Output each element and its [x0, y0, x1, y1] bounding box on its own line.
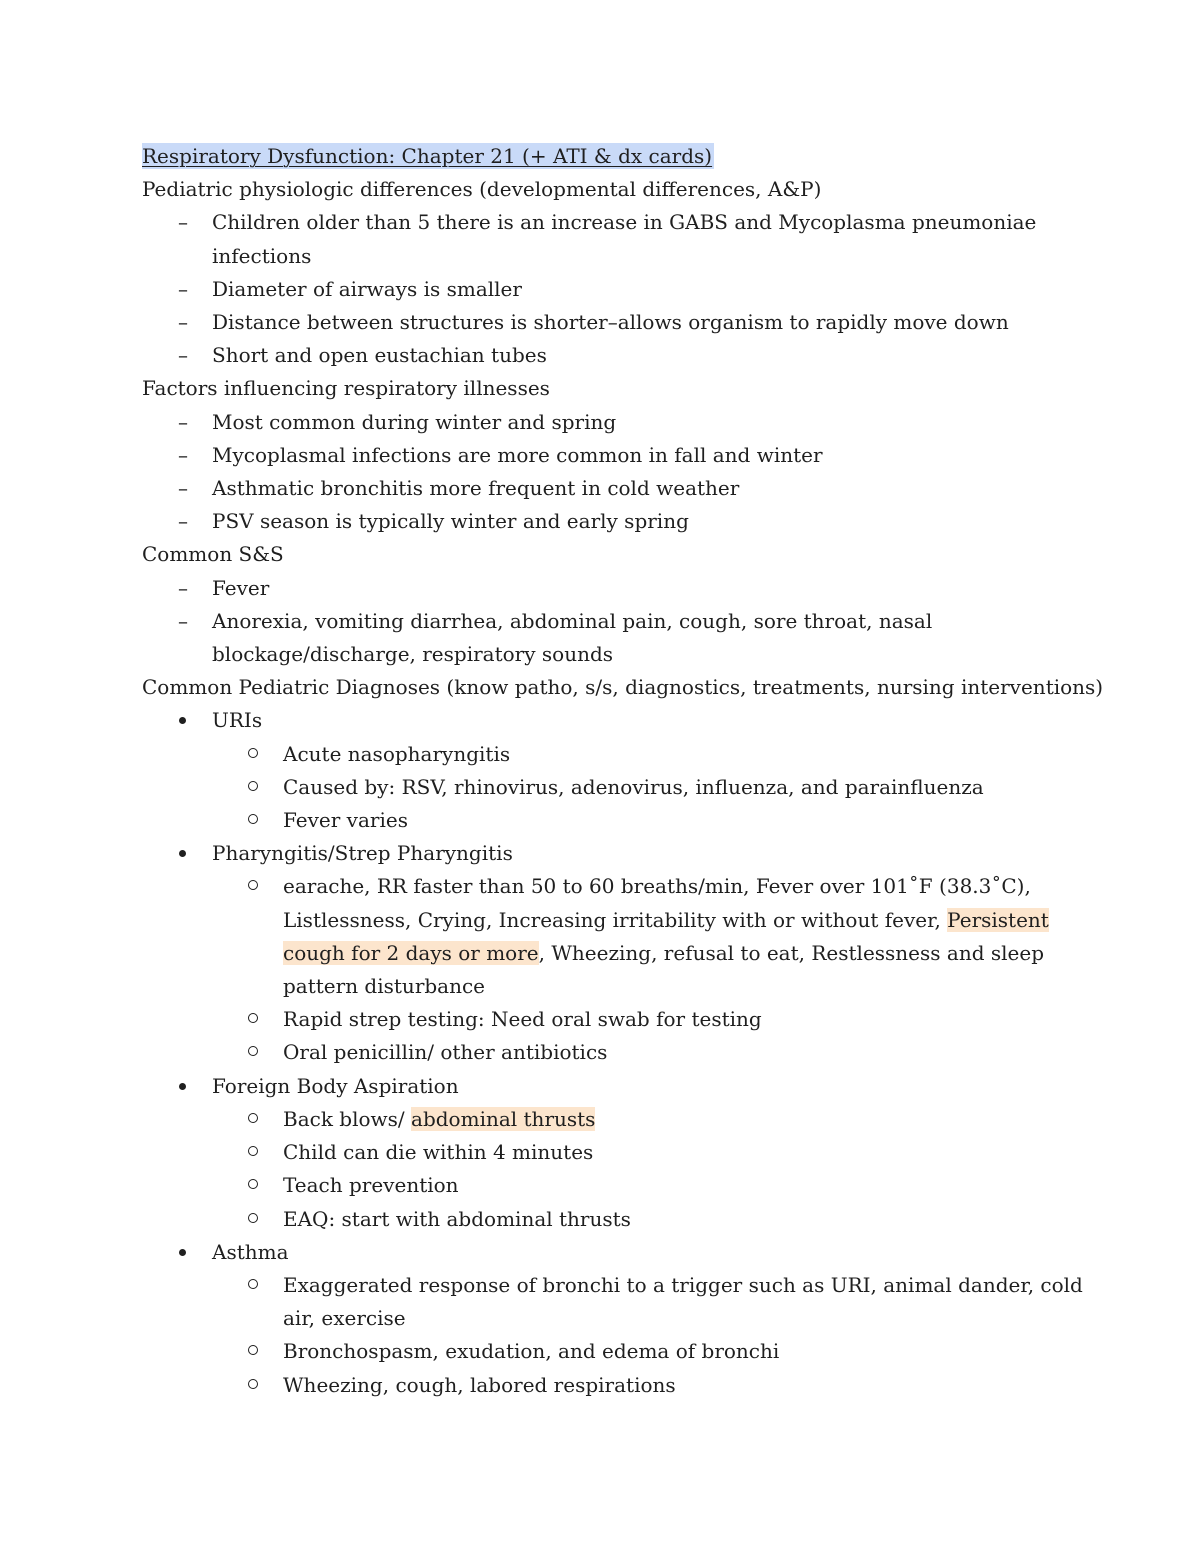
bullet-item-asthma [142, 1236, 1082, 1269]
sub-bullet-continuation [142, 904, 1082, 937]
sub-bullet-continuation [142, 970, 1082, 1003]
section-heading-common-ss: Common S&S [142, 542, 284, 567]
dash-marker: – [178, 575, 188, 600]
sub-bullet-item [142, 870, 1082, 903]
bullet-ring-icon [248, 1369, 258, 1402]
bullet-item-label: Asthma [212, 1239, 289, 1264]
highlighted-text: cough for 2 days or more [283, 940, 539, 965]
sub-bullet-text: Rapid strep testing: Need oral swab for testing [283, 1007, 762, 1032]
bullet-item-label: Pharyngitis/Strep Pharyngitis [212, 841, 513, 866]
bullet-item-label: URIs [212, 708, 263, 733]
list-item [142, 472, 1082, 505]
list-item-text: Fever [212, 575, 270, 600]
list-item [142, 406, 1082, 439]
bullet-ring-icon [248, 1036, 258, 1069]
sub-bullet-continuation [142, 1302, 1082, 1335]
sub-bullet-text: air, exercise [283, 1306, 406, 1331]
bullet-item-uris [142, 704, 1082, 737]
sub-bullet-item [142, 1369, 1082, 1402]
highlighted-text: Persistent [947, 907, 1049, 932]
dash-marker: – [178, 310, 188, 335]
list-item-text: Mycoplasmal infections are more common in fall and winter [212, 442, 823, 467]
list-item [142, 339, 1082, 372]
highlighted-text: abdominal thrusts [411, 1106, 596, 1131]
bullet-ring-icon [248, 738, 258, 771]
list-item-text: Short and open eustachian tubes [212, 343, 547, 368]
sub-bullet-item [142, 804, 1082, 837]
list-item [142, 273, 1082, 306]
sub-bullet-item [142, 1203, 1082, 1236]
list-item-text: Diameter of airways is smaller [212, 276, 522, 301]
sub-bullet-text: Exaggerated response of bronchi to a trigger such as URI, animal dander, cold [283, 1272, 1083, 1297]
sub-bullet-item [142, 1003, 1082, 1036]
sub-bullet-item [142, 771, 1082, 804]
list-item-text: Most common during winter and spring [212, 409, 617, 434]
bullet-ring-icon [248, 1203, 258, 1236]
bullet-ring-icon [248, 1169, 258, 1202]
sub-bullet-text: pattern disturbance [283, 974, 486, 999]
sub-bullet-item [142, 1335, 1082, 1368]
section-heading-factors: Factors influencing respiratory illnesses [142, 376, 550, 401]
sub-bullet-item [142, 1103, 1082, 1136]
list-item-text: Asthmatic bronchitis more frequent in cold weather [212, 476, 740, 501]
bullet-ring-icon [248, 1335, 258, 1368]
title-text: Respiratory Dysfunction: Chapter 21 (+ ATI & dx cards) [142, 144, 713, 168]
section-heading-diagnoses: Common Pediatric Diagnoses (know patho, s/s, diagnostics, treatments, nursing interventions) [142, 675, 1104, 700]
list-item [142, 306, 1082, 339]
list-item-continuation [142, 240, 1082, 273]
document-body [142, 140, 1104, 1402]
list-item [142, 572, 1082, 605]
bullet-ring-icon [248, 1103, 258, 1136]
sub-bullet-item [142, 738, 1082, 771]
bullet-ring-icon [248, 870, 258, 903]
bullet-ring-icon [248, 1003, 258, 1036]
sub-bullet-text: Acute nasopharyngitis [283, 741, 511, 766]
sub-bullet-text: Teach prevention [283, 1173, 459, 1198]
list-item-text: infections [212, 243, 312, 268]
list-item [142, 439, 1082, 472]
bullet-ring-icon [248, 771, 258, 804]
dash-marker: – [178, 509, 188, 534]
dash-marker: – [178, 210, 188, 235]
bullet-dot-icon [179, 837, 186, 870]
sub-bullet-text: Back blows/ [283, 1106, 412, 1131]
bullet-ring-icon [248, 1136, 258, 1169]
sub-bullet-text: Wheezing, cough, labored respirations [283, 1372, 676, 1397]
sub-bullet-text: Child can die within 4 minutes [283, 1140, 594, 1165]
dash-marker: – [178, 442, 188, 467]
sub-bullet-item [142, 1169, 1082, 1202]
sub-bullet-item [142, 1036, 1082, 1069]
dash-marker: – [178, 276, 188, 301]
sub-bullet-text: Listlessness, Crying, Increasing irritability with or without fever, [283, 907, 948, 932]
page-title [142, 140, 1082, 173]
bullet-dot-icon [179, 704, 186, 737]
list-item-text: PSV season is typically winter and early spring [212, 509, 689, 534]
section-heading-physiologic: Pediatric physiologic differences (developmental differences, A&P) [142, 177, 822, 202]
sub-bullet-item [142, 1136, 1082, 1169]
dash-marker: – [178, 343, 188, 368]
sub-bullet-text: Oral penicillin/ other antibiotics [283, 1040, 608, 1065]
dash-marker: – [178, 608, 188, 633]
list-item-text: Children older than 5 there is an increase in GABS and Mycoplasma pneumoniae [212, 210, 1037, 235]
bullet-dot-icon [179, 1070, 186, 1103]
sub-bullet-item [142, 1269, 1082, 1302]
sub-bullet-text: Bronchospasm, exudation, and edema of bronchi [283, 1339, 780, 1364]
sub-bullet-continuation [142, 937, 1082, 970]
list-item-text: Anorexia, vomiting diarrhea, abdominal pain, cough, sore throat, nasal [212, 608, 933, 633]
bullet-ring-icon [248, 804, 258, 837]
sub-bullet-text: Fever varies [283, 808, 408, 833]
list-item [142, 505, 1082, 538]
bullet-item-label: Foreign Body Aspiration [212, 1073, 459, 1098]
sub-bullet-text: earache, RR faster than 50 to 60 breaths/min, Fever over 101˚F (38.3˚C), [283, 874, 1031, 899]
sub-bullet-text: EAQ: start with abdominal thrusts [283, 1206, 631, 1231]
bullet-item-pharyngitis [142, 837, 1082, 870]
list-item-continuation [142, 638, 1082, 671]
list-item [142, 206, 1082, 239]
sub-bullet-text: Caused by: RSV, rhinovirus, adenovirus, influenza, and parainfluenza [283, 774, 984, 799]
list-item-text: Distance between structures is shorter–allows organism to rapidly move down [212, 310, 1009, 335]
bullet-ring-icon [248, 1269, 258, 1302]
bullet-item-foreign-body [142, 1070, 1082, 1103]
bullet-dot-icon [179, 1236, 186, 1269]
dash-marker: – [178, 409, 188, 434]
list-item [142, 605, 1082, 638]
dash-marker: – [178, 476, 188, 501]
sub-bullet-text: , Wheezing, refusal to eat, Restlessness and sleep [538, 940, 1045, 965]
list-item-text: blockage/discharge, respiratory sounds [212, 642, 614, 667]
